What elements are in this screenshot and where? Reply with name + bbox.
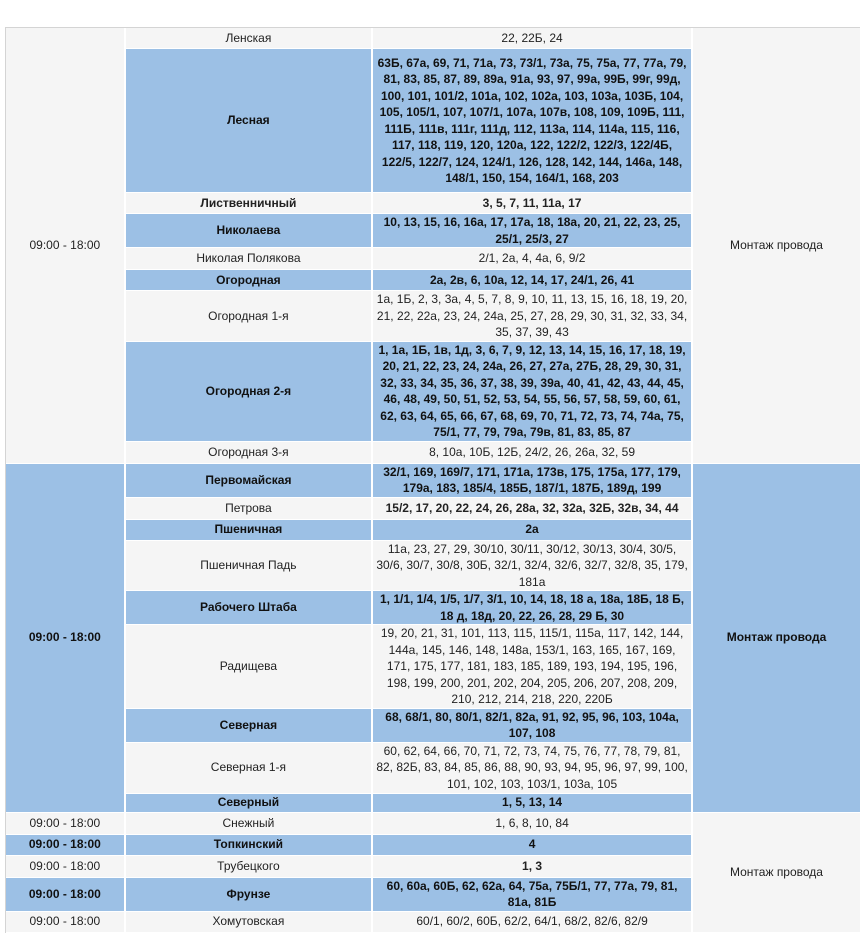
houses-cell: 68, 68/1, 80, 80/1, 82/1, 82а, 91, 92, 95, 96, 103, 104а, 107, 108 [373,709,693,743]
houses-cell: 3, 5, 7, 11, 11а, 17 [373,193,693,214]
street-cell: Николаева [126,214,373,248]
houses-cell: 1, 5, 13, 14 [373,794,693,813]
street-cell: Огородная 2-я [126,342,373,442]
houses-cell: 63Б, 67а, 69, 71, 71а, 73, 73/1, 73а, 75, 75а, 77, 77а, 79, 81, 83, 85, 87, 89, 89а, 91а, 93, 97, 99а, 99Б, 99г, 99д, 100, 101, 101/2, 101а, 102, 102а, 103, 103а, 103Б, 104, 105, 105/1, 107, 107/1, 107а, 107в, 108, 109, 109Б, 111, 111Б, 111в, 111г, 111д, 112, 113а, 114, 114а, 115, 116, 117, 118, 119, 120, 120а, 122, 122/2, 122/3, 122/4Б, 122/5, 122/7, 124, 124/1, 126, 128, 142, 144, 146а, 148, 148/1, 150, 154, 164/1, 168, 203 [373,49,693,193]
street-cell: Первомайская [126,464,373,498]
time-cell: 09:00 - 18:00 [6,912,126,933]
work-type-cell: Монтаж провода [693,813,860,933]
time-cell: 09:00 - 18:00 [6,28,126,464]
houses-cell: 22, 22Б, 24 [373,28,693,49]
street-cell: Трубецкого [126,856,373,878]
houses-cell: 8, 10а, 10Б, 12Б, 24/2, 26, 26а, 32, 59 [373,442,693,464]
table-row [6,813,860,835]
street-cell: Снежный [126,813,373,835]
street-cell: Северная [126,709,373,743]
street-cell: Огородная [126,270,373,291]
outage-schedule-table [5,27,860,933]
time-cell: 09:00 - 18:00 [6,856,126,878]
time-cell: 09:00 - 18:00 [6,835,126,856]
houses-cell: 32/1, 169, 169/7, 171, 171а, 173в, 175, 175а, 177, 179, 179а, 183, 185/4, 185Б, 187/1, 187Б, 189д, 199 [373,464,693,498]
street-cell: Рабочего Штаба [126,591,373,625]
houses-cell: 1, 6, 8, 10, 84 [373,813,693,835]
street-cell: Фрунзе [126,878,373,912]
street-cell: Ленская [126,28,373,49]
street-cell: Северная 1-я [126,743,373,794]
street-cell: Хомутовская [126,912,373,933]
houses-cell: 1, 3 [373,856,693,878]
houses-cell: 60/1, 60/2, 60Б, 62/2, 64/1, 68/2, 82/6, 82/9 [373,912,693,933]
street-cell: Северный [126,794,373,813]
time-cell: 09:00 - 18:00 [6,813,126,835]
street-cell: Топкинский [126,835,373,856]
street-cell: Огородная 3-я [126,442,373,464]
street-cell: Николая Полякова [126,248,373,270]
street-cell: Пшеничная [126,520,373,541]
houses-cell: 1, 1/1, 1/4, 1/5, 1/7, 3/1, 10, 14, 18, 18 а, 18а, 18Б, 18 Б, 18 д, 18д, 20, 22, 26, 28, 29 Б, 30 [373,591,693,625]
street-cell: Огородная 1-я [126,291,373,342]
street-cell: Петрова [126,498,373,520]
street-cell: Лиственничный [126,193,373,214]
time-cell: 09:00 - 18:00 [6,878,126,912]
houses-cell: 1а, 1Б, 2, 3, 3а, 4, 5, 7, 8, 9, 10, 11, 13, 15, 16, 18, 19, 20, 21, 22, 22а, 23, 24, 24а, 25, 27, 28, 29, 30, 31, 32, 33, 34, 35, 37, 39, 43 [373,291,693,342]
houses-cell: 2/1, 2а, 4, 4а, 6, 9/2 [373,248,693,270]
street-cell: Радищева [126,625,373,709]
table-row [6,28,860,49]
houses-cell: 60, 60а, 60Б, 62, 62а, 64, 75а, 75Б/1, 77, 77а, 79, 81, 81а, 81Б [373,878,693,912]
houses-cell: 60, 62, 64, 66, 70, 71, 72, 73, 74, 75, 76, 77, 78, 79, 81, 82, 82Б, 83, 84, 85, 86, 88, 90, 93, 94, 95, 96, 97, 99, 100, 101, 102, 103, 103/1, 103а, 105 [373,743,693,794]
street-cell: Пшеничная Падь [126,541,373,592]
houses-cell: 4 [373,835,693,856]
table-row [6,464,860,498]
work-type-cell: Монтаж провода [693,28,860,464]
houses-cell: 11а, 23, 27, 29, 30/10, 30/11, 30/12, 30/13, 30/4, 30/5, 30/6, 30/7, 30/8, 30Б, 32/1, 32/4, 32/6, 32/7, 32/8, 35, 179, 181а [373,541,693,592]
houses-cell: 19, 20, 21, 31, 101, 113, 115, 115/1, 115а, 117, 142, 144, 144а, 145, 146, 148, 148а, 153/1, 163, 165, 167, 169, 171, 175, 177, 181, 183, 185, 189, 193, 194, 195, 196, 198, 199, 200, 201, 202, 204, 205, 206, 207, 208, 209, 210, 212, 214, 218, 220, 220Б [373,625,693,709]
street-cell: Лесная [126,49,373,193]
houses-cell: 1, 1а, 1Б, 1в, 1д, 3, 6, 7, 9, 12, 13, 14, 15, 16, 17, 18, 19, 20, 21, 22, 23, 24, 24а, 26, 27, 27а, 27Б, 28, 29, 30, 31, 32, 33, 34, 35, 36, 37, 38, 39, 39а, 40, 41, 42, 43, 44, 45, 46, 48, 49, 50, 51, 52, 53, 54, 55, 56, 57, 58, 59, 60, 61, 62, 63, 64, 65, 66, 67, 68, 69, 70, 71, 72, 73, 74, 74а, 75, 75/1, 77, 79, 79а, 79в, 81, 83, 85, 87 [373,342,693,442]
work-type-cell: Монтаж провода [693,464,860,813]
time-cell: 09:00 - 18:00 [6,464,126,813]
houses-cell: 15/2, 17, 20, 22, 24, 26, 28а, 32, 32а, 32Б, 32в, 34, 44 [373,498,693,520]
houses-cell: 2а, 2в, 6, 10а, 12, 14, 17, 24/1, 26, 41 [373,270,693,291]
houses-cell: 2а [373,520,693,541]
houses-cell: 10, 13, 15, 16, 16а, 17, 17а, 18, 18а, 20, 21, 22, 23, 25, 25/1, 25/3, 27 [373,214,693,248]
